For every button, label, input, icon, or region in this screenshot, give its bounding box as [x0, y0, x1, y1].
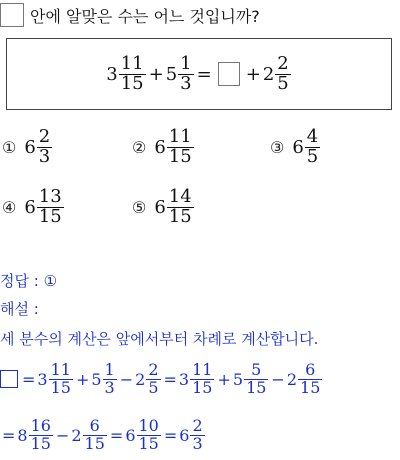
- denominator: 15: [138, 433, 159, 453]
- denominator: 15: [38, 205, 62, 227]
- fraction: [83, 418, 107, 453]
- numerator: 10: [138, 416, 159, 435]
- mixed-whole: 6: [154, 136, 166, 158]
- mixed-whole: 5: [232, 369, 244, 389]
- equation-box: [6, 38, 392, 110]
- equals-sign: =: [163, 425, 178, 445]
- choice-4[interactable]: [2, 188, 65, 227]
- denominator: 3: [192, 433, 203, 453]
- equals-sign: =: [2, 425, 16, 445]
- choice-3[interactable]: [270, 128, 321, 167]
- mixed-whole: 6: [24, 196, 36, 218]
- numerator: 11: [192, 360, 213, 379]
- numerator: 2: [38, 126, 51, 147]
- answer-value: ①: [43, 272, 58, 290]
- denominator: 3: [180, 72, 192, 94]
- numerator: 14: [168, 186, 192, 207]
- numerator: 1: [104, 360, 115, 379]
- mixed-whole: 6: [24, 136, 36, 158]
- fraction: [298, 362, 322, 397]
- minus-sign: −: [271, 369, 285, 389]
- numerator: 2: [192, 416, 203, 435]
- numerator: 4: [306, 126, 319, 147]
- numerator: 5: [251, 360, 262, 379]
- denominator: 15: [246, 377, 267, 397]
- denominator: 5: [306, 145, 319, 167]
- blank-square-icon: [0, 370, 18, 388]
- equals-sign: =: [109, 425, 124, 445]
- denominator: 15: [192, 377, 213, 397]
- mixed-whole: 6: [179, 425, 190, 445]
- mixed-whole: 2: [286, 369, 298, 389]
- denominator: 15: [30, 433, 51, 453]
- mixed-whole: 6: [154, 196, 166, 218]
- denominator: 3: [38, 145, 51, 167]
- mixed-whole: 2: [262, 63, 275, 85]
- fraction: [178, 52, 193, 94]
- answer-label: 정답 :: [0, 272, 44, 290]
- equation: [106, 52, 291, 94]
- blank-square-icon: [0, 3, 24, 27]
- explanation-label: 해설 :: [0, 300, 39, 318]
- fraction: [37, 128, 52, 167]
- choice-1[interactable]: [2, 128, 53, 167]
- mixed-whole: 3: [178, 369, 190, 389]
- fraction: [37, 188, 64, 227]
- equals-sign: =: [196, 63, 212, 85]
- fraction: [190, 362, 214, 397]
- choice-mark: ①: [2, 137, 17, 157]
- denominator: 5: [148, 377, 159, 397]
- answer-line: [0, 270, 57, 291]
- plus-sign: +: [245, 63, 261, 85]
- fraction: [244, 362, 268, 397]
- mixed-whole: 3: [106, 63, 118, 85]
- fraction: [49, 362, 73, 397]
- question-line: [0, 2, 260, 28]
- choice-mark: ②: [132, 137, 147, 157]
- choice-2[interactable]: [132, 128, 195, 167]
- mixed-whole: 2: [71, 425, 82, 445]
- mixed-whole: 5: [165, 63, 178, 85]
- denominator: 15: [300, 377, 321, 397]
- mixed-whole: 8: [17, 425, 28, 445]
- numerator: 11: [120, 52, 144, 74]
- fraction: [146, 362, 160, 397]
- numerator: 2: [277, 52, 289, 74]
- fraction: [119, 52, 146, 94]
- choice-mark: ④: [2, 197, 17, 217]
- mixed-whole: 6: [292, 136, 304, 158]
- numerator: 1: [180, 52, 192, 74]
- minus-sign: −: [119, 369, 134, 389]
- numerator: 2: [148, 360, 159, 379]
- question-text: 안에 알맞은 수는 어느 것입니까?: [30, 6, 260, 26]
- denominator: 3: [104, 377, 115, 397]
- equals-sign: =: [163, 369, 177, 389]
- plus-sign: +: [148, 63, 164, 85]
- choice-5[interactable]: [132, 188, 195, 227]
- plus-sign: +: [217, 369, 231, 389]
- fraction: [275, 52, 290, 94]
- solution-line-1: [0, 362, 323, 397]
- fraction: [103, 362, 117, 397]
- numerator: 16: [30, 416, 51, 435]
- denominator: 15: [84, 433, 105, 453]
- fraction: [305, 128, 320, 167]
- minus-sign: −: [55, 425, 70, 445]
- numerator: 6: [305, 360, 316, 379]
- fraction: [190, 418, 204, 453]
- fraction: [29, 418, 53, 453]
- mixed-whole: 2: [135, 369, 146, 389]
- fraction: [137, 418, 161, 453]
- fraction: [167, 128, 194, 167]
- solution-line-2: [0, 418, 206, 453]
- numerator: 13: [38, 186, 62, 207]
- denominator: 15: [168, 205, 192, 227]
- denominator: 15: [50, 377, 71, 397]
- numerator: 11: [168, 126, 192, 147]
- explanation-text: 세 분수의 계산은 앞에서부터 차례로 계산합니다.: [0, 330, 319, 348]
- choice-mark: ⑤: [132, 197, 147, 217]
- denominator: 15: [168, 145, 192, 167]
- choice-mark: ③: [270, 137, 285, 157]
- mixed-whole: 3: [37, 369, 48, 389]
- answer-blank-box[interactable]: [218, 62, 240, 86]
- equals-sign: =: [22, 369, 36, 389]
- numerator: 6: [89, 416, 100, 435]
- mixed-whole: 5: [91, 369, 102, 389]
- fraction: [167, 188, 194, 227]
- numerator: 11: [50, 360, 71, 379]
- denominator: 5: [277, 72, 289, 94]
- plus-sign: +: [75, 369, 90, 389]
- mixed-whole: 6: [125, 425, 136, 445]
- denominator: 15: [120, 72, 144, 94]
